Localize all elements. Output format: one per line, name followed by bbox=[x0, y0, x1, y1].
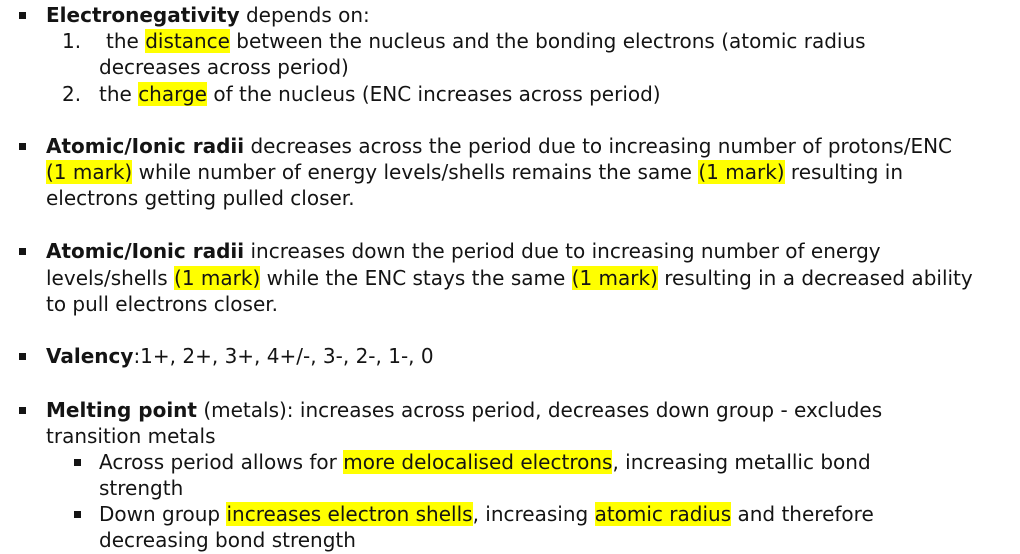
list-number: 2. bbox=[62, 82, 82, 106]
sub-item-across-period-cont: strength bbox=[99, 476, 184, 500]
bullet-marker bbox=[19, 407, 26, 414]
highlight-charge: charge bbox=[138, 82, 207, 106]
term-electronegativity: Electronegativity bbox=[46, 3, 240, 27]
highlight-electron-shells: increases electron shells bbox=[226, 502, 473, 526]
term-melting-point: Melting point bbox=[46, 398, 197, 422]
term-valency: Valency bbox=[46, 344, 134, 368]
list-item-distance-cont: decreases across period) bbox=[99, 55, 349, 79]
sub-item-down-group: Down group increases electron shells, increasing atomic radius and therefore bbox=[99, 502, 874, 526]
radii-down-line1: Atomic/Ionic radii increases down the period due to increasing number of energy bbox=[46, 239, 881, 263]
electronegativity-heading: Electronegativity depends on: bbox=[46, 3, 370, 27]
sub-bullet-marker bbox=[74, 459, 81, 466]
highlight-mark: (1 mark) bbox=[46, 160, 133, 184]
highlight-mark: (1 mark) bbox=[174, 266, 261, 290]
melting-point-line1: Melting point (metals): increases across period, decreases down group - excludes bbox=[46, 398, 883, 422]
melting-point-line2: transition metals bbox=[46, 424, 216, 448]
sub-item-across-period: Across period allows for more delocalised electrons, increasing metallic bond bbox=[99, 450, 871, 474]
list-item-charge: the charge of the nucleus (ENC increases across period) bbox=[99, 82, 661, 106]
radii-down-line3: to pull electrons closer. bbox=[46, 292, 279, 316]
radii-down-line2: levels/shells (1 mark) while the ENC stays the same (1 mark) resulting in a decreased ability bbox=[46, 266, 973, 290]
term-radii: Atomic/Ionic radii bbox=[46, 134, 245, 158]
bullet-marker bbox=[19, 12, 26, 19]
sub-item-down-group-cont: decreasing bond strength bbox=[99, 528, 356, 552]
highlight-mark: (1 mark) bbox=[571, 266, 658, 290]
bullet-marker bbox=[19, 248, 26, 255]
highlight-distance: distance bbox=[145, 29, 230, 53]
bullet-marker bbox=[19, 353, 26, 360]
valency-line: Valency:1+, 2+, 3+, 4+/-, 3-, 2-, 1-, 0 bbox=[46, 344, 434, 368]
term-radii: Atomic/Ionic radii bbox=[46, 239, 245, 263]
highlight-delocalised: more delocalised electrons bbox=[343, 450, 613, 474]
highlight-mark: (1 mark) bbox=[698, 160, 785, 184]
list-item-distance: the distance between the nucleus and the bonding electrons (atomic radius bbox=[106, 29, 866, 53]
sub-bullet-marker bbox=[74, 511, 81, 518]
radii-across-line3: electrons getting pulled closer. bbox=[46, 186, 355, 210]
highlight-atomic-radius: atomic radius bbox=[594, 502, 732, 526]
list-number: 1. bbox=[62, 29, 82, 53]
bullet-marker bbox=[19, 143, 26, 150]
radii-across-line1: Atomic/Ionic radii decreases across the period due to increasing number of protons/ENC bbox=[46, 134, 953, 158]
radii-across-line2: (1 mark) while number of energy levels/shells remains the same (1 mark) resulting in bbox=[46, 160, 904, 184]
